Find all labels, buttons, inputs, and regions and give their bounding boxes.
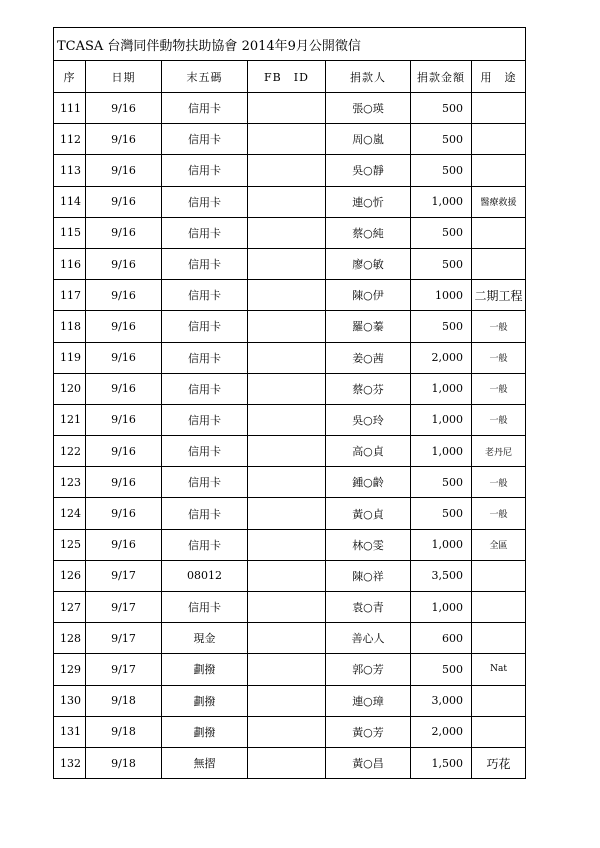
cell-seq: 132 xyxy=(54,747,86,778)
cell-purpose xyxy=(472,592,526,623)
cell-amount: 500 xyxy=(411,654,472,685)
cell-donor: 袁○青 xyxy=(326,592,411,623)
cell-donor: 黃○貞 xyxy=(326,498,411,529)
cell-purpose xyxy=(472,217,526,248)
cell-amount: 1,000 xyxy=(411,436,472,467)
cell-purpose: 醫療救援 xyxy=(472,186,526,217)
cell-amount: 500 xyxy=(411,217,472,248)
cell-amount: 1,000 xyxy=(411,592,472,623)
cell-donor: 吳○玲 xyxy=(326,404,411,435)
header-donor: 捐款人 xyxy=(326,61,411,93)
cell-amount: 1000 xyxy=(411,280,472,311)
cell-last5: 信用卡 xyxy=(162,248,248,279)
cell-last5: 08012 xyxy=(162,560,248,591)
cell-amount: 1,000 xyxy=(411,404,472,435)
cell-amount: 2,000 xyxy=(411,342,472,373)
cell-amount: 2,000 xyxy=(411,716,472,747)
cell-amount: 500 xyxy=(411,248,472,279)
cell-date: 9/17 xyxy=(86,623,162,654)
cell-donor: 高○貞 xyxy=(326,436,411,467)
table-row xyxy=(54,654,526,685)
cell-date: 9/16 xyxy=(86,529,162,560)
cell-last5: 信用卡 xyxy=(162,186,248,217)
cell-donor: 蔡○芬 xyxy=(326,373,411,404)
cell-last5: 信用卡 xyxy=(162,93,248,124)
cell-purpose xyxy=(472,560,526,591)
table-row xyxy=(54,217,526,248)
cell-seq: 122 xyxy=(54,436,86,467)
cell-amount: 500 xyxy=(411,155,472,186)
cell-seq: 121 xyxy=(54,404,86,435)
cell-fbid xyxy=(248,248,326,279)
header-seq: 序 xyxy=(54,61,86,93)
table-row xyxy=(54,248,526,279)
cell-donor: 林○雯 xyxy=(326,529,411,560)
cell-date: 9/17 xyxy=(86,654,162,685)
cell-date: 9/16 xyxy=(86,155,162,186)
cell-fbid xyxy=(248,685,326,716)
table-row xyxy=(54,623,526,654)
cell-last5: 信用卡 xyxy=(162,280,248,311)
cell-donor: 郭○芳 xyxy=(326,654,411,685)
cell-seq: 123 xyxy=(54,467,86,498)
table-body xyxy=(54,93,526,779)
cell-seq: 114 xyxy=(54,186,86,217)
cell-amount: 1,500 xyxy=(411,747,472,778)
cell-date: 9/16 xyxy=(86,373,162,404)
table-row xyxy=(54,592,526,623)
cell-amount: 1,000 xyxy=(411,373,472,404)
cell-purpose: 巧花 xyxy=(472,747,526,778)
table-row xyxy=(54,342,526,373)
cell-date: 9/16 xyxy=(86,217,162,248)
donation-ledger-sheet xyxy=(53,27,525,779)
cell-date: 9/16 xyxy=(86,342,162,373)
cell-seq: 113 xyxy=(54,155,86,186)
table-row xyxy=(54,529,526,560)
cell-purpose xyxy=(472,685,526,716)
donation-table xyxy=(53,27,526,779)
table-row xyxy=(54,685,526,716)
cell-last5: 信用卡 xyxy=(162,373,248,404)
header-last5: 末五碼 xyxy=(162,61,248,93)
table-row xyxy=(54,311,526,342)
cell-fbid xyxy=(248,747,326,778)
cell-purpose: 一般 xyxy=(472,467,526,498)
cell-fbid xyxy=(248,280,326,311)
cell-donor: 陳○祥 xyxy=(326,560,411,591)
cell-fbid xyxy=(248,373,326,404)
cell-amount: 1,000 xyxy=(411,529,472,560)
cell-donor: 鍾○齡 xyxy=(326,467,411,498)
cell-seq: 125 xyxy=(54,529,86,560)
cell-fbid xyxy=(248,155,326,186)
table-row xyxy=(54,467,526,498)
cell-fbid xyxy=(248,467,326,498)
cell-date: 9/16 xyxy=(86,248,162,279)
cell-last5: 無摺 xyxy=(162,747,248,778)
cell-seq: 116 xyxy=(54,248,86,279)
cell-seq: 124 xyxy=(54,498,86,529)
cell-date: 9/18 xyxy=(86,685,162,716)
cell-seq: 127 xyxy=(54,592,86,623)
cell-purpose: 一般 xyxy=(472,498,526,529)
cell-fbid xyxy=(248,186,326,217)
cell-last5: 信用卡 xyxy=(162,342,248,373)
cell-purpose: 一般 xyxy=(472,404,526,435)
cell-purpose: 一般 xyxy=(472,342,526,373)
cell-date: 9/16 xyxy=(86,404,162,435)
cell-date: 9/17 xyxy=(86,592,162,623)
cell-last5: 信用卡 xyxy=(162,311,248,342)
cell-date: 9/16 xyxy=(86,467,162,498)
cell-amount: 500 xyxy=(411,311,472,342)
cell-fbid xyxy=(248,592,326,623)
cell-amount: 500 xyxy=(411,467,472,498)
cell-date: 9/16 xyxy=(86,498,162,529)
header-purpose: 用 途 xyxy=(472,61,526,93)
cell-seq: 128 xyxy=(54,623,86,654)
cell-fbid xyxy=(248,716,326,747)
table-row xyxy=(54,124,526,155)
cell-last5: 劃撥 xyxy=(162,685,248,716)
cell-purpose xyxy=(472,155,526,186)
cell-purpose: 二期工程 xyxy=(472,280,526,311)
cell-seq: 119 xyxy=(54,342,86,373)
cell-seq: 120 xyxy=(54,373,86,404)
cell-date: 9/17 xyxy=(86,560,162,591)
cell-purpose: Nat xyxy=(472,654,526,685)
cell-last5: 信用卡 xyxy=(162,155,248,186)
cell-date: 9/16 xyxy=(86,186,162,217)
cell-amount: 1,000 xyxy=(411,186,472,217)
cell-purpose xyxy=(472,623,526,654)
cell-date: 9/18 xyxy=(86,716,162,747)
cell-fbid xyxy=(248,560,326,591)
cell-fbid xyxy=(248,93,326,124)
cell-donor: 羅○蓁 xyxy=(326,311,411,342)
cell-fbid xyxy=(248,311,326,342)
cell-fbid xyxy=(248,623,326,654)
cell-fbid xyxy=(248,342,326,373)
table-row xyxy=(54,93,526,124)
cell-seq: 112 xyxy=(54,124,86,155)
cell-donor: 陳○伊 xyxy=(326,280,411,311)
cell-last5: 信用卡 xyxy=(162,592,248,623)
cell-last5: 信用卡 xyxy=(162,436,248,467)
cell-last5: 信用卡 xyxy=(162,467,248,498)
cell-donor: 連○忻 xyxy=(326,186,411,217)
cell-fbid xyxy=(248,436,326,467)
cell-last5: 信用卡 xyxy=(162,124,248,155)
cell-donor: 張○瑛 xyxy=(326,93,411,124)
cell-donor: 廖○敏 xyxy=(326,248,411,279)
cell-donor: 黃○昌 xyxy=(326,747,411,778)
cell-donor: 蔡○純 xyxy=(326,217,411,248)
cell-date: 9/16 xyxy=(86,436,162,467)
header-row xyxy=(54,61,526,93)
cell-date: 9/16 xyxy=(86,93,162,124)
cell-purpose: 全區 xyxy=(472,529,526,560)
cell-purpose xyxy=(472,248,526,279)
cell-amount: 3,000 xyxy=(411,685,472,716)
cell-date: 9/16 xyxy=(86,124,162,155)
cell-amount: 500 xyxy=(411,124,472,155)
cell-purpose: 老丹尼 xyxy=(472,436,526,467)
header-amount: 捐款金額 xyxy=(411,61,472,93)
table-row xyxy=(54,186,526,217)
cell-seq: 115 xyxy=(54,217,86,248)
cell-donor: 連○璋 xyxy=(326,685,411,716)
cell-fbid xyxy=(248,529,326,560)
cell-last5: 現金 xyxy=(162,623,248,654)
cell-amount: 500 xyxy=(411,498,472,529)
table-row xyxy=(54,373,526,404)
cell-purpose: 一般 xyxy=(472,373,526,404)
cell-seq: 131 xyxy=(54,716,86,747)
cell-date: 9/16 xyxy=(86,280,162,311)
cell-fbid xyxy=(248,404,326,435)
header-fbid: FB ID xyxy=(248,61,326,93)
cell-last5: 劃撥 xyxy=(162,654,248,685)
cell-purpose xyxy=(472,124,526,155)
cell-amount: 3,500 xyxy=(411,560,472,591)
table-row xyxy=(54,155,526,186)
cell-donor: 吳○靜 xyxy=(326,155,411,186)
cell-last5: 信用卡 xyxy=(162,404,248,435)
cell-donor: 善心人 xyxy=(326,623,411,654)
cell-seq: 126 xyxy=(54,560,86,591)
table-row xyxy=(54,436,526,467)
cell-seq: 130 xyxy=(54,685,86,716)
cell-last5: 信用卡 xyxy=(162,498,248,529)
cell-last5: 劃撥 xyxy=(162,716,248,747)
cell-date: 9/16 xyxy=(86,311,162,342)
table-row xyxy=(54,280,526,311)
cell-donor: 黃○芳 xyxy=(326,716,411,747)
cell-seq: 129 xyxy=(54,654,86,685)
cell-last5: 信用卡 xyxy=(162,529,248,560)
table-row xyxy=(54,560,526,591)
cell-date: 9/18 xyxy=(86,747,162,778)
cell-fbid xyxy=(248,654,326,685)
cell-purpose xyxy=(472,716,526,747)
cell-donor: 姜○茜 xyxy=(326,342,411,373)
table-row xyxy=(54,716,526,747)
cell-purpose: 一般 xyxy=(472,311,526,342)
cell-seq: 118 xyxy=(54,311,86,342)
table-row xyxy=(54,747,526,778)
cell-purpose xyxy=(472,93,526,124)
cell-donor: 周○嵐 xyxy=(326,124,411,155)
cell-last5: 信用卡 xyxy=(162,217,248,248)
table-row xyxy=(54,404,526,435)
page-title: TCASA 台灣同伴動物扶助協會 2014年9月公開徵信 xyxy=(54,28,526,61)
cell-amount: 600 xyxy=(411,623,472,654)
header-date: 日期 xyxy=(86,61,162,93)
table-row xyxy=(54,498,526,529)
cell-seq: 111 xyxy=(54,93,86,124)
cell-fbid xyxy=(248,498,326,529)
cell-fbid xyxy=(248,217,326,248)
cell-amount: 500 xyxy=(411,93,472,124)
cell-fbid xyxy=(248,124,326,155)
cell-seq: 117 xyxy=(54,280,86,311)
